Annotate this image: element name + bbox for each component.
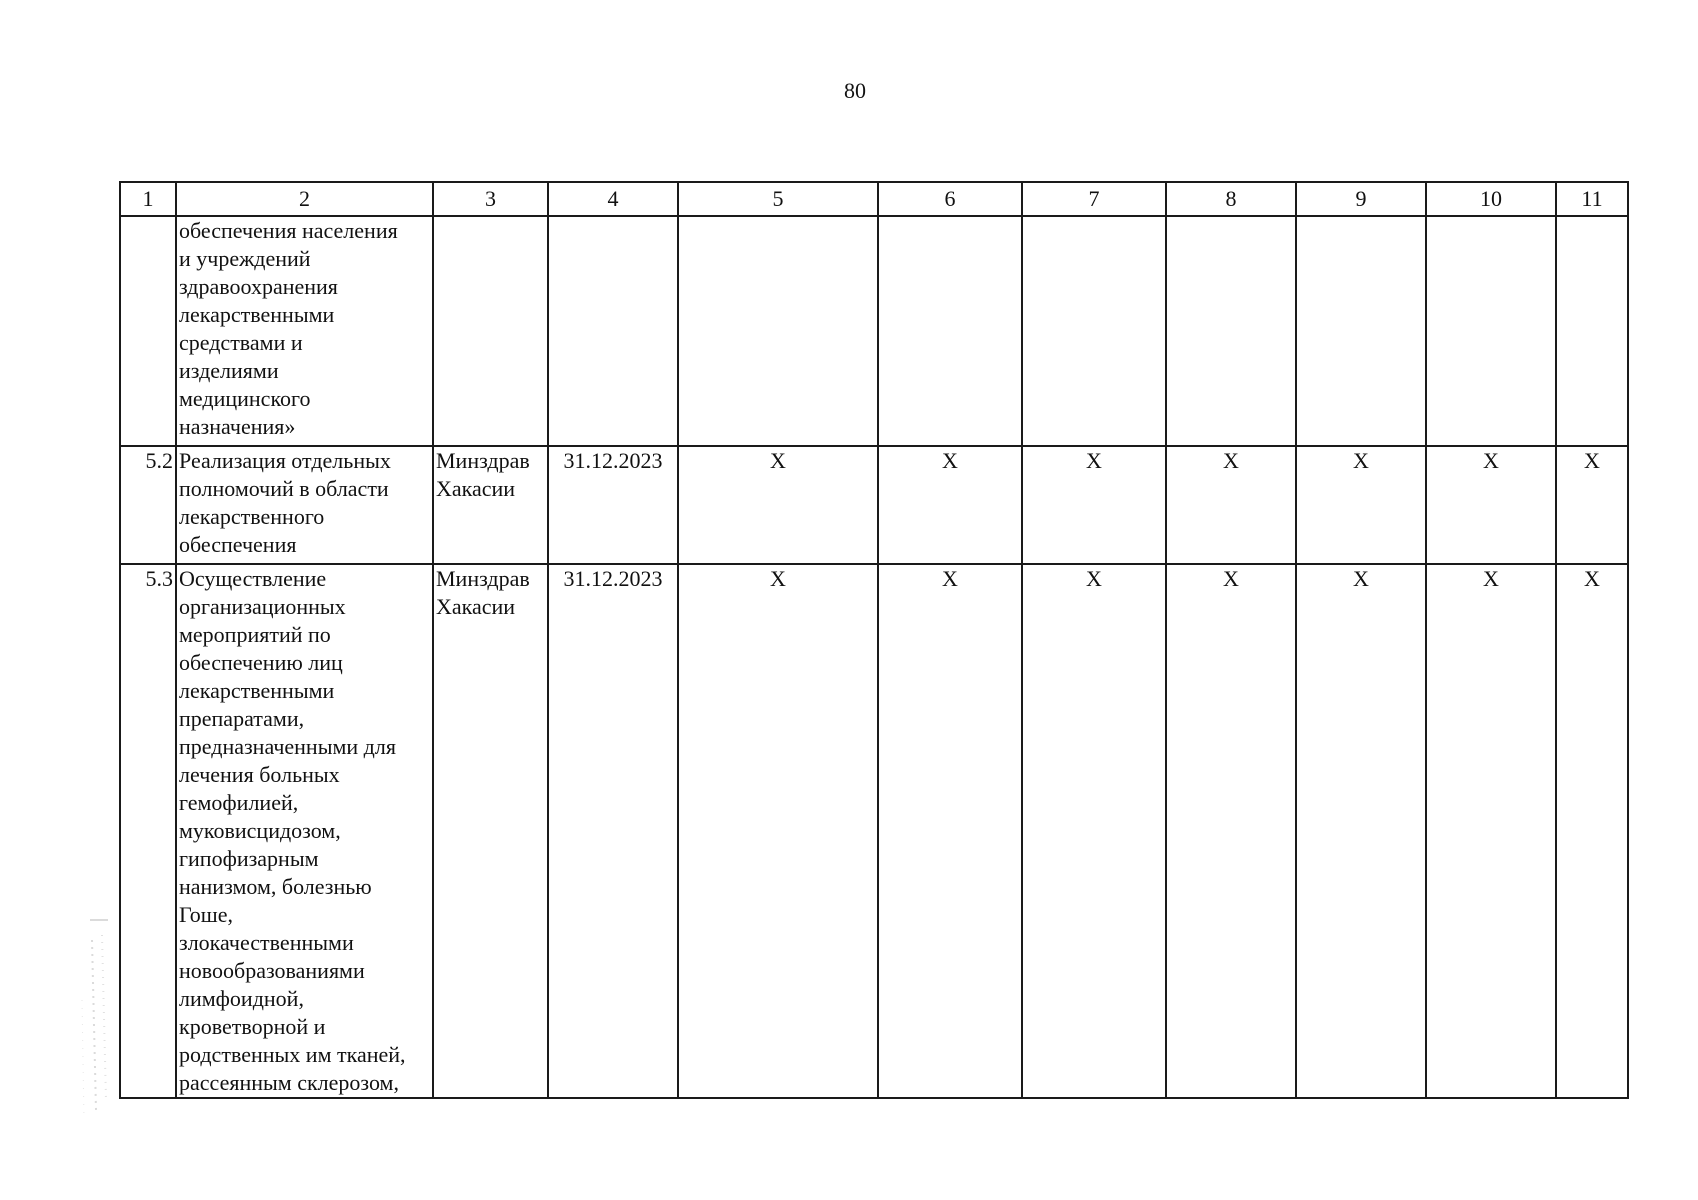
- column-header-1: 1: [120, 182, 176, 216]
- column-header-11: 11: [1556, 182, 1628, 216]
- row-number: 5.3: [120, 564, 176, 1098]
- row-name: [176, 446, 433, 564]
- table-row: [120, 446, 1628, 564]
- row-name-text: обеспечения населения и учреждений здравоохранения лекарственными средствами и изделиями медицинского назначения»: [179, 218, 398, 439]
- row-mark-6: X: [878, 446, 1022, 564]
- row-mark-10: [1426, 216, 1556, 446]
- column-header-5: 5: [678, 182, 878, 216]
- row-mark-8: X: [1166, 564, 1296, 1098]
- scan-artifact: [62, 910, 122, 1130]
- row-number: [120, 216, 176, 446]
- row-name: [176, 216, 433, 446]
- row-mark-9: X: [1296, 446, 1426, 564]
- row-mark-5: X: [678, 446, 878, 564]
- row-date: [548, 216, 678, 446]
- row-mark-8: [1166, 216, 1296, 446]
- column-header-9: 9: [1296, 182, 1426, 216]
- row-organization: [433, 216, 548, 446]
- row-name-text: Осуществление организационных мероприятий по обеспечению лиц лекарственными препаратами, предназначенными для лечения больных гемофилией, муковисцидозом, гипофизарным нанизмом, болезнью Гоше, злокачественными новообразованиями лимфоидной, кроветворной и родственных им тканей, рассеянным склерозом,: [179, 566, 406, 1095]
- row-mark-11: X: [1556, 564, 1628, 1098]
- column-header-10: 10: [1426, 182, 1556, 216]
- row-organization: [433, 564, 548, 1098]
- row-number: 5.2: [120, 446, 176, 564]
- row-organization-text: Минздрав Хакасии: [436, 566, 530, 619]
- column-header-6: 6: [878, 182, 1022, 216]
- row-mark-7: X: [1022, 564, 1166, 1098]
- column-header-8: 8: [1166, 182, 1296, 216]
- column-header-4: 4: [548, 182, 678, 216]
- table-row: [120, 216, 1628, 446]
- row-mark-5: [678, 216, 878, 446]
- row-organization: [433, 446, 548, 564]
- row-name: [176, 564, 433, 1098]
- column-header-2: 2: [176, 182, 433, 216]
- row-mark-6: X: [878, 564, 1022, 1098]
- row-mark-10: X: [1426, 564, 1556, 1098]
- row-mark-7: X: [1022, 446, 1166, 564]
- row-mark-11: [1556, 216, 1628, 446]
- header-row: [120, 182, 1628, 216]
- row-date: 31.12.2023: [548, 564, 678, 1098]
- row-mark-8: X: [1166, 446, 1296, 564]
- page-number: 80: [844, 78, 866, 103]
- row-name-text: Реализация отдельных полномочий в области лекарственного обеспечения: [179, 448, 391, 557]
- plan-table: [119, 181, 1629, 1099]
- row-mark-10: X: [1426, 446, 1556, 564]
- row-mark-9: [1296, 216, 1426, 446]
- row-mark-11: X: [1556, 446, 1628, 564]
- row-mark-6: [878, 216, 1022, 446]
- column-header-7: 7: [1022, 182, 1166, 216]
- row-mark-7: [1022, 216, 1166, 446]
- row-mark-9: X: [1296, 564, 1426, 1098]
- row-mark-5: X: [678, 564, 878, 1098]
- table-row: [120, 564, 1628, 1098]
- column-header-3: 3: [433, 182, 548, 216]
- row-date: 31.12.2023: [548, 446, 678, 564]
- row-organization-text: Минздрав Хакасии: [436, 448, 530, 501]
